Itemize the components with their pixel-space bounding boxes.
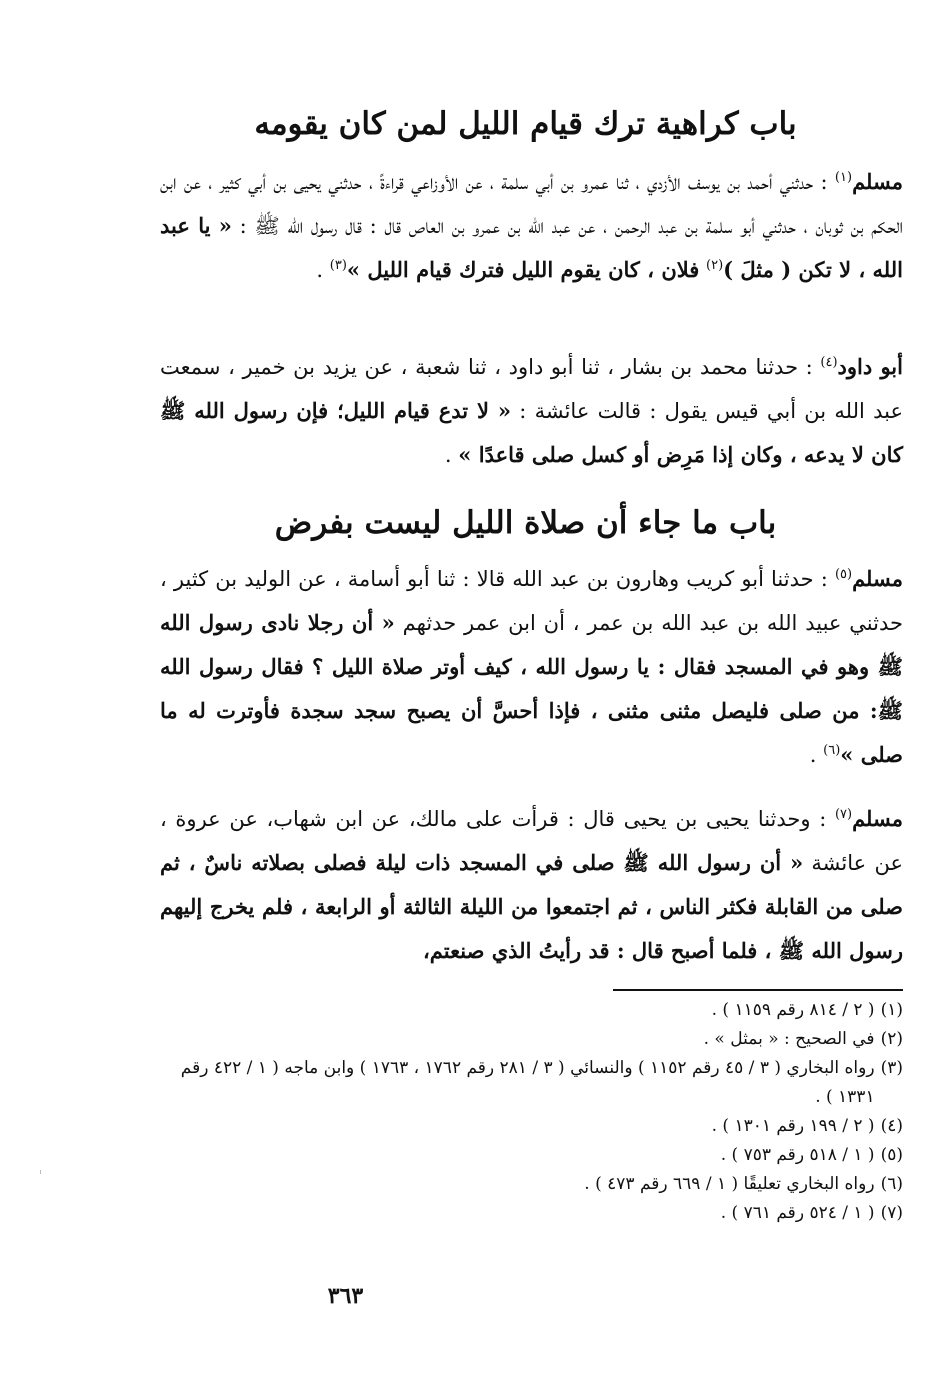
section-heading-2: باب ما جاء أن صلاة الليل ليست بفرض [274,505,777,541]
footnote-ref: (١) [834,170,853,185]
section-heading-1: باب كراهية ترك قيام الليل لمن كان يقومه [254,106,797,142]
hadith-source: أبو داود [837,354,903,379]
hadith-2 [160,345,903,477]
footnote-ref: (٣) [329,258,347,273]
page-number: ٣٦٣ [327,1283,364,1309]
hadith-isnad: : حدثنا محمد بن بشار ، ثنا أبو داود ، ثنا شعبة ، عن يزيد بن خمير ، سمعت عبد الله بن أبي قيس يقول : قالت عائشة : [160,355,903,423]
footnote-text: رواه البخاري تعليقًا ( ١ / ٦٦٩ رقم ٤٧٣ ) . [584,1174,875,1194]
hadith-matn: « يا عبد الله ، لا تكن ( مثلَ ) [160,213,903,282]
footnote-number: (١) [880,1000,903,1020]
hadith-source: مسلم [852,169,903,194]
hadith-matn: « أن رسول الله ﷺ صلى في المسجد ذات ليلة فصلى بصلاته ناسٌ ، ثم صلى من القابلة فكثر الناس ، ثم اجتمعوا من الليلة الثالثة أو الرابعة ، فلم يخرج إليهم رسول الله ﷺ ، فلما أصبح قال : قد رأيتُ الذي صنعتم، [160,850,903,963]
footnote-text: ( ٢ / ١٩٩ رقم ١٣٠١ ) . [711,1116,875,1136]
footnote [150,996,903,1025]
footnote [150,1025,903,1054]
footnote-number: (٣) [880,1058,903,1078]
hadith-source: مسلم [852,806,903,831]
footnote-separator [613,989,903,991]
footnote-text: رواه البخاري ( ٣ / ٤٥ رقم ١١٥٢ ) والنسائي ( ٣ / ٢٨١ رقم ١٧٦٢ ، ١٧٦٣ ) وابن ماجه ( ١ / ٤٢٢ رقم ١٣٣١ ) . [180,1058,875,1107]
hadith-source: مسلم [852,566,903,591]
footnotes [150,996,903,1228]
hadith-4 [160,797,903,973]
footnote-ref: (٥) [834,567,853,582]
footnote [150,1054,903,1112]
footnote-number: (٥) [880,1145,903,1165]
footnote [150,1199,903,1228]
hadith-tail: . [444,443,452,467]
hadith-1 [160,160,903,292]
footnote-text: في الصحيح : « بمثل » . [703,1029,875,1049]
footnote [150,1170,903,1199]
scan-mark [40,1170,41,1174]
hadith-matn-continued: فلان ، كان يقوم الليل فترك قيام الليل » [346,257,700,282]
hadith-isnad: : وحدثنا يحيى بن يحيى قال : قرأت على مالك، عن ابن شهاب، عن عروة ، عن عائشة [160,807,903,875]
footnote-ref: (٢) [706,258,724,273]
footnote-number: (٢) [880,1029,903,1049]
hadith-tail: . [316,258,324,282]
hadith-matn: « أن رجلا نادى رسول الله ﷺ وهو في المسجد فقال : يا رسول الله ، كيف أوتر صلاة الليل ؟ فقال رسول الله ﷺ: من صلى فليصل مثنى مثنى ، فإذا أحسَّ أن يصبح سجد سجدة فأوترت له ما صلى » [160,610,903,767]
footnote [150,1141,903,1170]
footnote-ref: (٤) [820,355,838,370]
footnote-number: (٤) [880,1116,903,1136]
footnote-number: (٦) [880,1174,903,1194]
footnote-number: (٧) [880,1203,903,1223]
hadith-isnad: : حدثنا أبو كريب وهارون بن عبد الله قالا : ثنا أبو أسامة ، عن الوليد بن كثير ، حدثني عبيد الله بن عبد الله بن عمر ، أن ابن عمر حدثهم [160,567,903,635]
hadith-matn: « لا تدع قيام الليل؛ فإن رسول الله ﷺ كان لا يدعه ، وكان إذا مَرِض أو كسل صلى قاعدًا » [160,398,903,467]
hadith-isnad: : حدثني أحمد بن يوسف الأزدي ، ثنا عمرو بن أبي سلمة ، عن الأوزاعي قراءةً ، حدثني يحيى بن أبي كثير ، عن ابن الحكم بن ثوبان ، حدثني أبو سلمة بن عبد الرحمن ، عن عبد الله بن عمرو بن العاص قال : قال رسول الله ﷺ : [160,170,903,238]
footnote-ref: (٦) [823,743,841,758]
footnote-text: ( ٢ / ٨١٤ رقم ١١٥٩ ) . [711,1000,875,1020]
footnote [150,1112,903,1141]
hadith-3 [160,557,903,777]
footnote-ref: (٧) [834,807,853,822]
footnote-text: ( ١ / ٥١٨ رقم ٧٥٣ ) . [720,1145,875,1165]
hadith-tail: . [809,743,817,767]
footnote-text: ( ١ / ٥٢٤ رقم ٧٦١ ) . [720,1203,875,1223]
